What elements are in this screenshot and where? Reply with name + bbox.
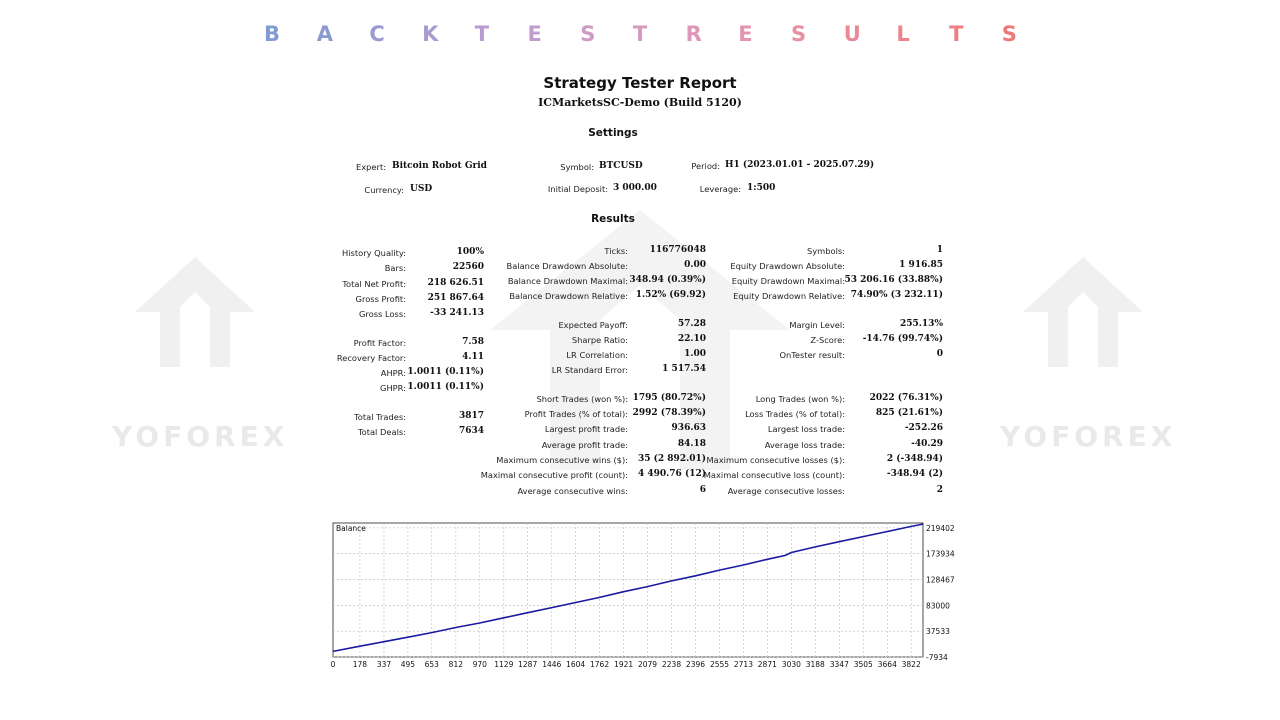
chart-x-tick-label: 337 bbox=[376, 660, 392, 669]
chart-x-tick-label: 2079 bbox=[637, 660, 658, 669]
period-label: Period: bbox=[691, 161, 720, 171]
currency-label: Currency: bbox=[364, 185, 404, 195]
results-col2-value: 1 517.54 bbox=[662, 364, 706, 374]
chart-x-tick-label: 1446 bbox=[542, 660, 562, 669]
results-col2-label: Short Trades (won %): bbox=[536, 394, 628, 404]
leverage-label: Leverage: bbox=[699, 184, 741, 194]
results-col2-value: 22.10 bbox=[677, 334, 706, 344]
expert-value: Bitcoin Robot Grid bbox=[392, 161, 487, 171]
chart-x-tick-label: 3822 bbox=[901, 660, 921, 669]
results-col1-value: 100% bbox=[456, 247, 484, 257]
chart-x-tick-label: 653 bbox=[424, 660, 439, 669]
banner-letter: S bbox=[580, 22, 596, 46]
results-col1-label: Total Net Profit: bbox=[342, 279, 406, 289]
chart-x-tick-label: 178 bbox=[352, 660, 368, 669]
chart-x-tick-label: 2713 bbox=[733, 660, 753, 669]
results-col3-label: Loss Trades (% of total): bbox=[745, 409, 845, 419]
results-col2-label: Ticks: bbox=[604, 246, 628, 256]
results-col2-value: 116776048 bbox=[649, 245, 706, 255]
results-col1-value: -33 241.13 bbox=[430, 308, 484, 318]
results-col3-label: Equity Drawdown Absolute: bbox=[730, 261, 845, 271]
period-value: H1 (2023.01.01 - 2025.07.29) bbox=[725, 160, 875, 170]
chart-y-tick-label: 173934 bbox=[926, 549, 955, 559]
results-col3-value: -40.29 bbox=[911, 439, 943, 449]
banner-letter: S bbox=[1001, 22, 1017, 46]
results-col2-value: 1.52% (69.92) bbox=[635, 290, 706, 300]
results-col2-label: Expected Payoff: bbox=[558, 320, 628, 330]
banner-letter: S bbox=[791, 22, 807, 46]
report-subtitle: ICMarketsSC-Demo (Build 5120) bbox=[538, 96, 742, 109]
results-col2-label: Average consecutive wins: bbox=[517, 486, 628, 496]
banner-letter: E bbox=[527, 22, 542, 46]
results-col2-label: Balance Drawdown Relative: bbox=[509, 291, 628, 301]
results-col3-label: Equity Drawdown Relative: bbox=[733, 291, 845, 301]
chart-y-tick-label: 37533 bbox=[926, 627, 950, 637]
chart-x-tick-label: 1762 bbox=[590, 660, 610, 669]
banner-letter: A bbox=[316, 22, 333, 46]
results-col3-value: 2022 (76.31%) bbox=[869, 393, 943, 403]
results-col3-value: 255.13% bbox=[900, 319, 943, 329]
watermark-logo-right-icon bbox=[1018, 252, 1148, 372]
chart-x-tick-label: 2238 bbox=[662, 660, 682, 669]
results-col3-label: Average consecutive losses: bbox=[727, 486, 845, 496]
results-col1-label: Total Deals: bbox=[357, 427, 406, 437]
banner-letter: C bbox=[369, 22, 385, 46]
results-col2-label: Sharpe Ratio: bbox=[571, 335, 628, 345]
banner-letter: T bbox=[632, 22, 648, 46]
results-col3-label: Margin Level: bbox=[789, 320, 845, 330]
chart-y-tick-label: 83000 bbox=[926, 601, 950, 611]
results-col2-value: 348.94 (0.39%) bbox=[629, 275, 706, 285]
chart-x-tick-label: 1129 bbox=[494, 660, 514, 669]
banner-letter: E bbox=[738, 22, 753, 46]
results-col3-label: Maximum consecutive losses ($): bbox=[706, 455, 845, 465]
chart-title: Balance bbox=[336, 524, 366, 533]
results-col2-value: 0.00 bbox=[684, 260, 706, 270]
results-col1-label: Recovery Factor: bbox=[336, 353, 406, 363]
results-col3-label: Maximal consecutive loss (count): bbox=[703, 470, 845, 480]
results-col3-label: Long Trades (won %): bbox=[755, 394, 845, 404]
results-col1-label: Gross Profit: bbox=[355, 294, 406, 304]
results-col1-value: 251 867.64 bbox=[427, 293, 484, 303]
results-col1-label: Bars: bbox=[384, 263, 406, 273]
results-heading: Results bbox=[591, 213, 635, 225]
results-col2-value: 84.18 bbox=[677, 439, 706, 449]
results-col3-label: Largest loss trade: bbox=[767, 424, 845, 434]
chart-y-tick-label: 219402 bbox=[926, 523, 955, 533]
chart-x-tick-label: 3505 bbox=[853, 660, 873, 669]
results-col2-value: 4 490.76 (12) bbox=[637, 469, 706, 479]
results-col3-label: Z-Score: bbox=[810, 335, 845, 345]
chart-x-tick-label: 1287 bbox=[518, 660, 538, 669]
results-col3-value: 74.90% (3 232.11) bbox=[850, 290, 943, 300]
watermark-text-right: YOFOREX bbox=[1000, 420, 1177, 453]
deposit-value: 3 000.00 bbox=[613, 183, 657, 193]
results-col3-label: Average loss trade: bbox=[764, 440, 845, 450]
banner-letter: B bbox=[264, 22, 281, 46]
results-col2-value: 936.63 bbox=[671, 423, 706, 433]
chart-x-tick-label: 495 bbox=[400, 660, 416, 669]
results-col1-value: 7.58 bbox=[462, 337, 484, 347]
results-col1-label: AHPR: bbox=[380, 368, 406, 378]
chart-x-tick-label: 812 bbox=[448, 660, 464, 669]
banner-letter: R bbox=[685, 22, 702, 46]
results-col1-value: 7634 bbox=[458, 426, 484, 436]
results-col3-value: -348.94 (2) bbox=[886, 469, 943, 479]
results-col2-label: Profit Trades (% of total): bbox=[524, 409, 628, 419]
chart-x-tick-label: 3664 bbox=[877, 660, 897, 669]
banner-letter: U bbox=[843, 22, 861, 46]
chart-x-tick-label: 3347 bbox=[829, 660, 849, 669]
banner-letter: K bbox=[422, 22, 439, 46]
results-col1-label: GHPR: bbox=[380, 383, 406, 393]
results-col1-label: Total Trades: bbox=[354, 412, 406, 422]
results-col3-value: 53 206.16 (33.88%) bbox=[844, 275, 943, 285]
results-col2-value: 35 (2 892.01) bbox=[637, 454, 706, 464]
results-col2-label: Largest profit trade: bbox=[544, 424, 628, 434]
chart-x-tick-label: 970 bbox=[472, 660, 487, 669]
symbol-value: BTCUSD bbox=[599, 161, 643, 171]
results-col3-value: 1 916.85 bbox=[899, 260, 943, 270]
balance-chart-svg bbox=[330, 520, 955, 672]
results-col2-value: 1.00 bbox=[684, 349, 706, 359]
banner-title bbox=[264, 22, 1024, 50]
deposit-label: Initial Deposit: bbox=[547, 184, 608, 194]
results-col1-label: History Quality: bbox=[342, 248, 406, 258]
chart-x-tick-label: 1921 bbox=[614, 660, 634, 669]
results-col2-label: Balance Drawdown Absolute: bbox=[506, 261, 628, 271]
results-col2-value: 6 bbox=[699, 485, 706, 495]
results-col1-value: 218 626.51 bbox=[427, 278, 484, 288]
results-col2-label: Average profit trade: bbox=[541, 440, 628, 450]
balance-chart bbox=[330, 520, 955, 672]
currency-value: USD bbox=[410, 184, 433, 194]
results-col2-value: 57.28 bbox=[677, 319, 706, 329]
results-col1-value: 1.0011 (0.11%) bbox=[407, 367, 484, 377]
results-col2-label: Maximal consecutive profit (count): bbox=[480, 470, 628, 480]
chart-y-tick-label: 128467 bbox=[926, 575, 955, 585]
results-col1-label: Gross Loss: bbox=[358, 309, 406, 319]
results-col3-value: 2 (-348.94) bbox=[886, 454, 943, 464]
chart-x-tick-label: 3030 bbox=[781, 660, 801, 669]
settings-heading: Settings bbox=[588, 127, 638, 139]
results-col3-value: -252.26 bbox=[904, 423, 943, 433]
chart-x-tick-label: 3188 bbox=[805, 660, 825, 669]
results-col3-value: 825 (21.61%) bbox=[875, 408, 943, 418]
chart-x-tick-label: 0 bbox=[330, 660, 336, 669]
chart-x-tick-label: 2871 bbox=[757, 660, 777, 669]
results-col3-value: 0 bbox=[936, 349, 943, 359]
expert-label: Expert: bbox=[356, 162, 386, 172]
banner-letter: T bbox=[949, 22, 964, 46]
chart-y-tick-label: -7934 bbox=[926, 653, 948, 662]
results-col2-value: 2992 (78.39%) bbox=[632, 408, 706, 418]
results-col3-label: Equity Drawdown Maximal: bbox=[731, 276, 845, 286]
leverage-value: 1:500 bbox=[747, 183, 776, 193]
results-col1-value: 1.0011 (0.11%) bbox=[407, 382, 484, 392]
results-col2-label: LR Correlation: bbox=[566, 350, 628, 360]
watermark-text-left: YOFOREX bbox=[112, 420, 289, 453]
results-col2-label: LR Standard Error: bbox=[551, 365, 628, 375]
results-col1-value: 22560 bbox=[452, 262, 484, 272]
results-col2-label: Maximum consecutive wins ($): bbox=[496, 455, 628, 465]
results-col3-label: Symbols: bbox=[806, 246, 845, 256]
chart-x-tick-label: 1604 bbox=[566, 660, 586, 669]
results-col2-label: Balance Drawdown Maximal: bbox=[507, 276, 628, 286]
report-title: Strategy Tester Report bbox=[543, 74, 737, 92]
chart-x-tick-label: 2396 bbox=[685, 660, 706, 669]
results-col3-value: -14.76 (99.74%) bbox=[862, 334, 943, 344]
results-col1-value: 3817 bbox=[458, 411, 484, 421]
banner-letter: T bbox=[474, 22, 490, 46]
results-col1-value: 4.11 bbox=[462, 352, 484, 362]
results-col3-label: OnTester result: bbox=[779, 350, 845, 360]
results-col3-value: 2 bbox=[936, 485, 943, 495]
results-col3-value: 1 bbox=[936, 245, 943, 255]
banner-letter: L bbox=[896, 22, 910, 46]
results-col1-label: Profit Factor: bbox=[353, 338, 406, 348]
results-col2-value: 1795 (80.72%) bbox=[632, 393, 706, 403]
symbol-label: Symbol: bbox=[560, 162, 594, 172]
chart-x-tick-label: 2555 bbox=[709, 660, 730, 669]
